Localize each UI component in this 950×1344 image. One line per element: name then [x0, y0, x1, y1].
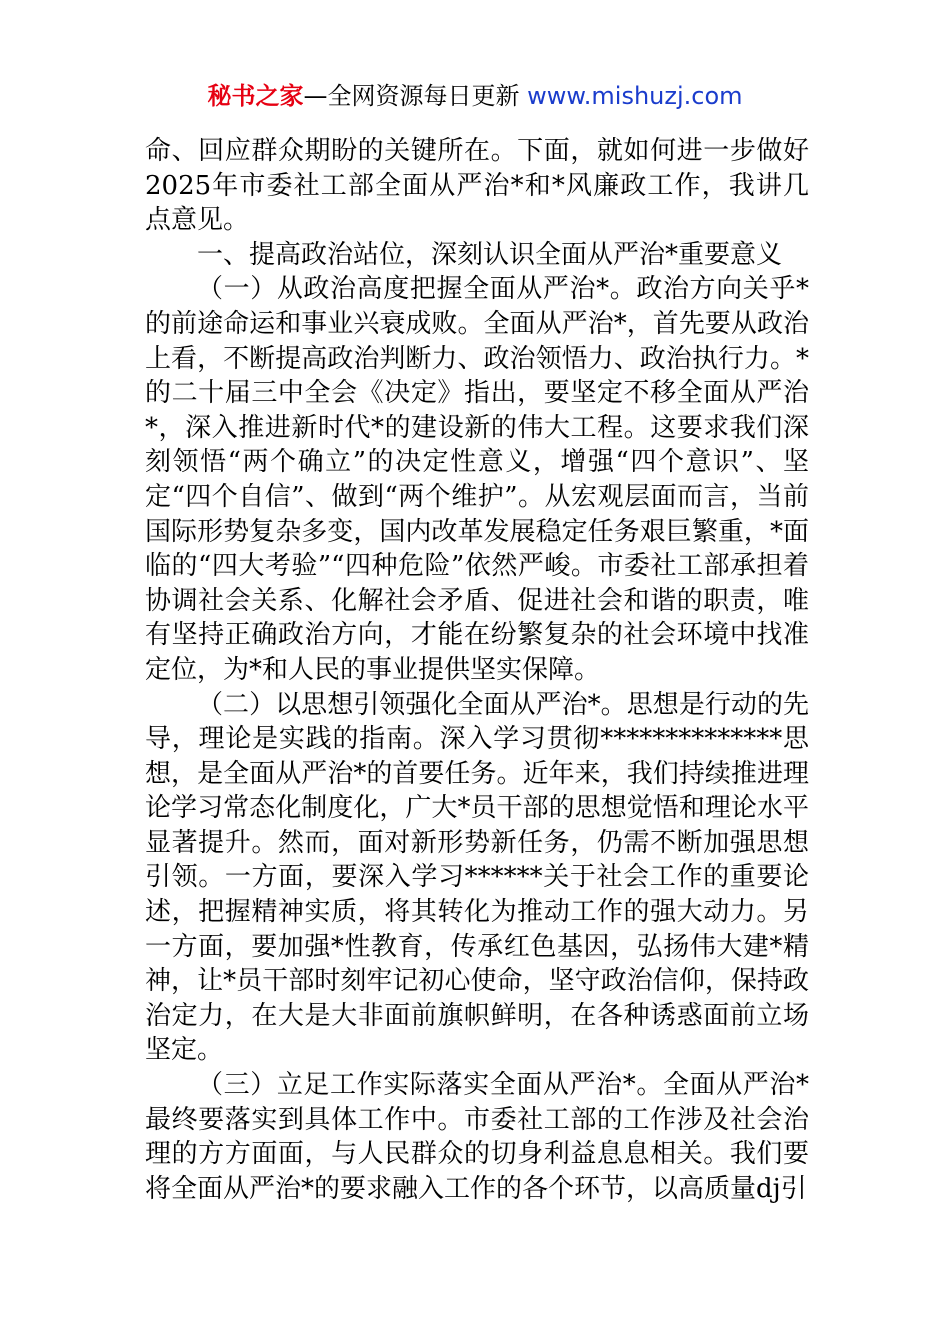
section-heading: 一、提高政治站位，深刻认识全面从严治*重要意义 — [197, 239, 783, 270]
paragraph-part-1: （一）从政治高度把握全面从严治*。政治方向关乎*的前途命运和事业兴衰成败。全面从严治*，首先要从政治上看，不断提高政治判断力、政治领悟力、政治执行力。*的二十届三中全会《决定》指出，要坚定不移全面从严治*，深入推进新时代*的建设新的伟大工程。这要求我们深刻领悟“两个确立”的决定性意义，增强“四个意识”、坚定“四个自信”、做到“两个维护”。从宏观层面而言，当前国际形势复杂多变，国内改革发展稳定任务艰巨繁重，*面临的“四大考验”“四种危险”依然严峻。市委社工部承担着协调社会关系、化解社会矛盾、促进社会和谐的职责，唯有坚持正确政治方向，才能在纷繁复杂的社会环境中找准定位，为*和人民的事业提供坚实保障。 — [145, 274, 809, 685]
paragraph-part-2: （二）以思想引领强化全面从严治*。思想是行动的先导，理论是实践的指南。深入学习贯彻**************思想，是全面从严治*的首要任务。近年来，我们持续推进理论学习常态化制度化，广大*员干部的思想觉悟和理论水平显著提升。然而，面对新形势新任务，仍需不断加强思想引领。一方面，要深入学习******关于社会工作的重要论述，把握精神实质，将其转化为推动工作的强大动力。另一方面，要加强*性教育，传承红色基因，弘扬伟大建*精神，让*员干部时刻牢记初心使命，坚守政治信仰，保持政治定力，在大是大非面前旗帜鲜明，在各种诱惑面前立场坚定。 — [145, 689, 809, 1066]
paragraph-part-3: （三）立足工作实际落实全面从严治*。全面从严治*最终要落实到具体工作中。市委社工部的工作涉及社会治理的方方面面，与人民群众的切身利益息息相关。我们要将全面从严治*的要求融入工作的各个环节，以高质量dj引 — [145, 1070, 809, 1204]
document-body — [145, 134, 809, 1206]
paragraph-intro: 命、回应群众期盼的关键所在。下面，就如何进一步做好2025年市委社工部全面从严治*和*风廉政工作，我讲几点意见。 — [145, 136, 809, 236]
header-tagline: —全网资源每日更新 — [303, 82, 520, 110]
site-url-link[interactable]: www.mishuzj.com — [527, 82, 743, 110]
brand-name: 秘书之家 — [207, 82, 304, 110]
page-header — [0, 78, 950, 114]
